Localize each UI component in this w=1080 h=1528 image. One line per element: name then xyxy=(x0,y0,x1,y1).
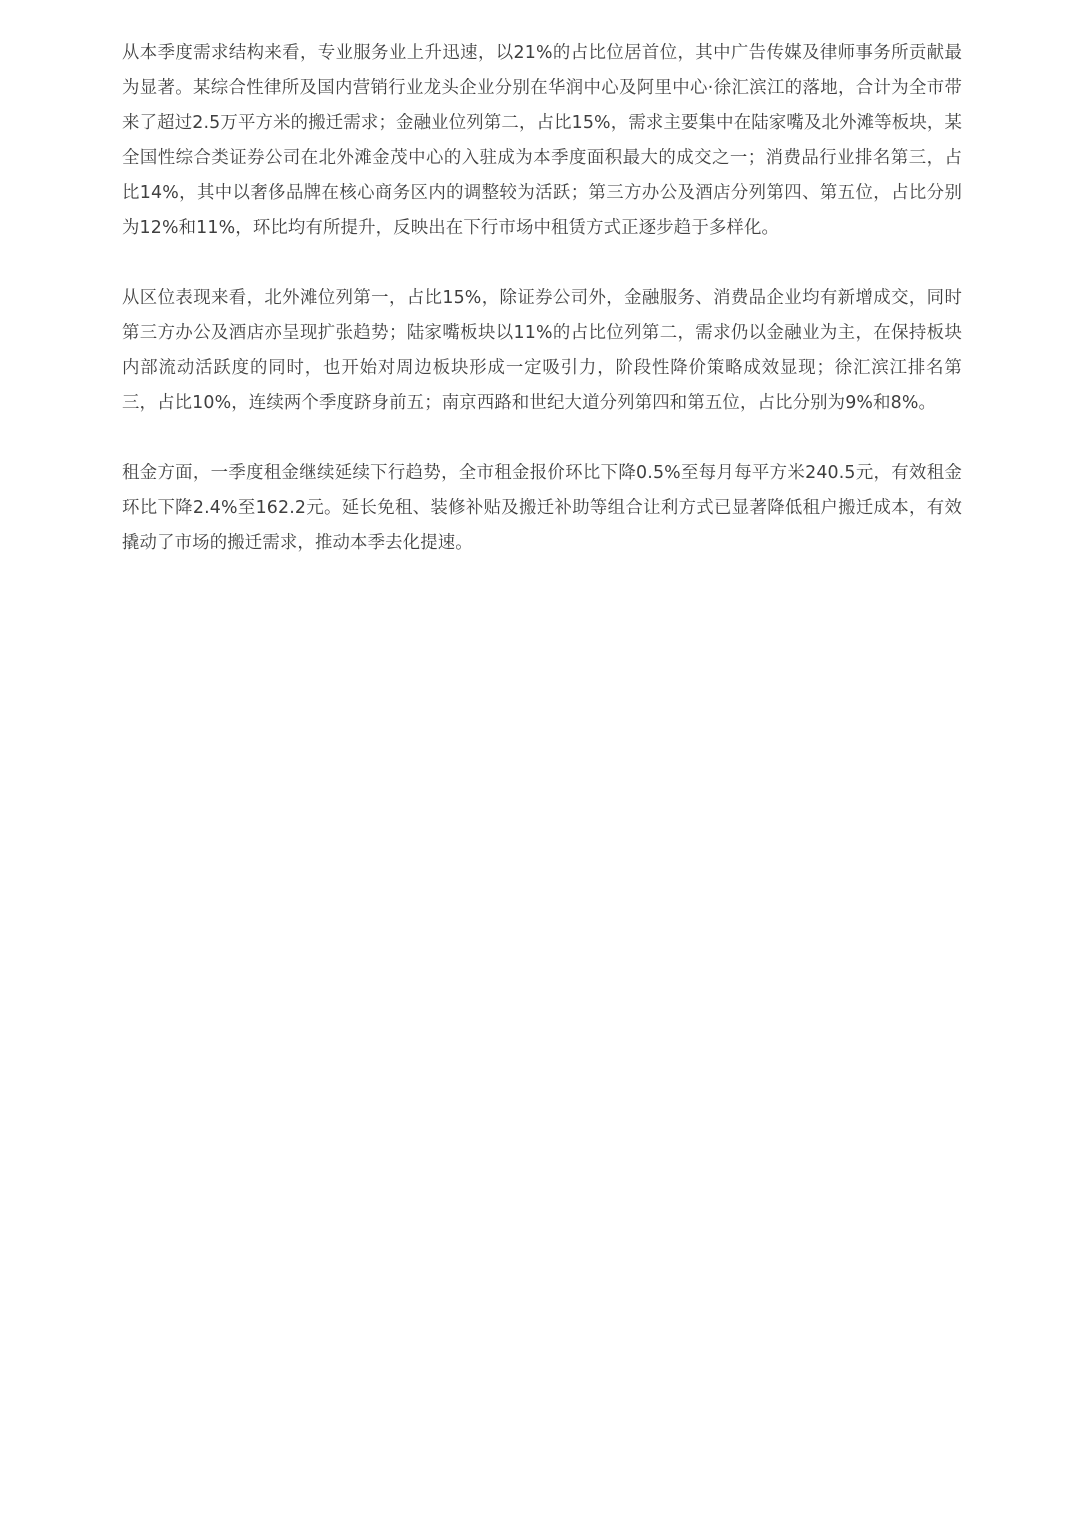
article-body xyxy=(122,36,962,596)
paragraph-rent: 租金方面，一季度租金继续延续下行趋势，全市租金报价环比下降0.5%至每月每平方米240.5元，有效租金环比下降2.4%至162.2元。延长免租、装修补贴及搬迁补助等组合让利方式已显著降低租户搬迁成本，有效撬动了市场的搬迁需求，推动本季去化提速。 xyxy=(122,463,962,553)
paragraph-demand-structure: 从本季度需求结构来看，专业服务业上升迅速，以21%的占比位居首位，其中广告传媒及律师事务所贡献最为显著。某综合性律所及国内营销行业龙头企业分别在华润中心及阿里中心·徐汇滨江的落地，合计为全市带来了超过2.5万平方米的搬迁需求；金融业位列第二，占比15%，需求主要集中在陆家嘴及北外滩等板块，某全国性综合类证券公司在北外滩金茂中心的入驻成为本季度面积最大的成交之一；消费品行业排名第三，占比14%，其中以奢侈品牌在核心商务区内的调整较为活跃；第三方办公及酒店分列第四、第五位，占比分别为12%和11%，环比均有所提升，反映出在下行市场中租赁方式正逐步趋于多样化。 xyxy=(122,43,962,238)
paragraph-location-performance: 从区位表现来看，北外滩位列第一，占比15%，除证券公司外，金融服务、消费品企业均有新增成交，同时第三方办公及酒店亦呈现扩张趋势；陆家嘴板块以11%的占比位列第二，需求仍以金融业为主，在保持板块内部流动活跃度的同时，也开始对周边板块形成一定吸引力，阶段性降价策略成效显现；徐汇滨江排名第三，占比10%，连续两个季度跻身前五；南京西路和世纪大道分列第四和第五位，占比分别为9%和8%。 xyxy=(122,288,962,413)
